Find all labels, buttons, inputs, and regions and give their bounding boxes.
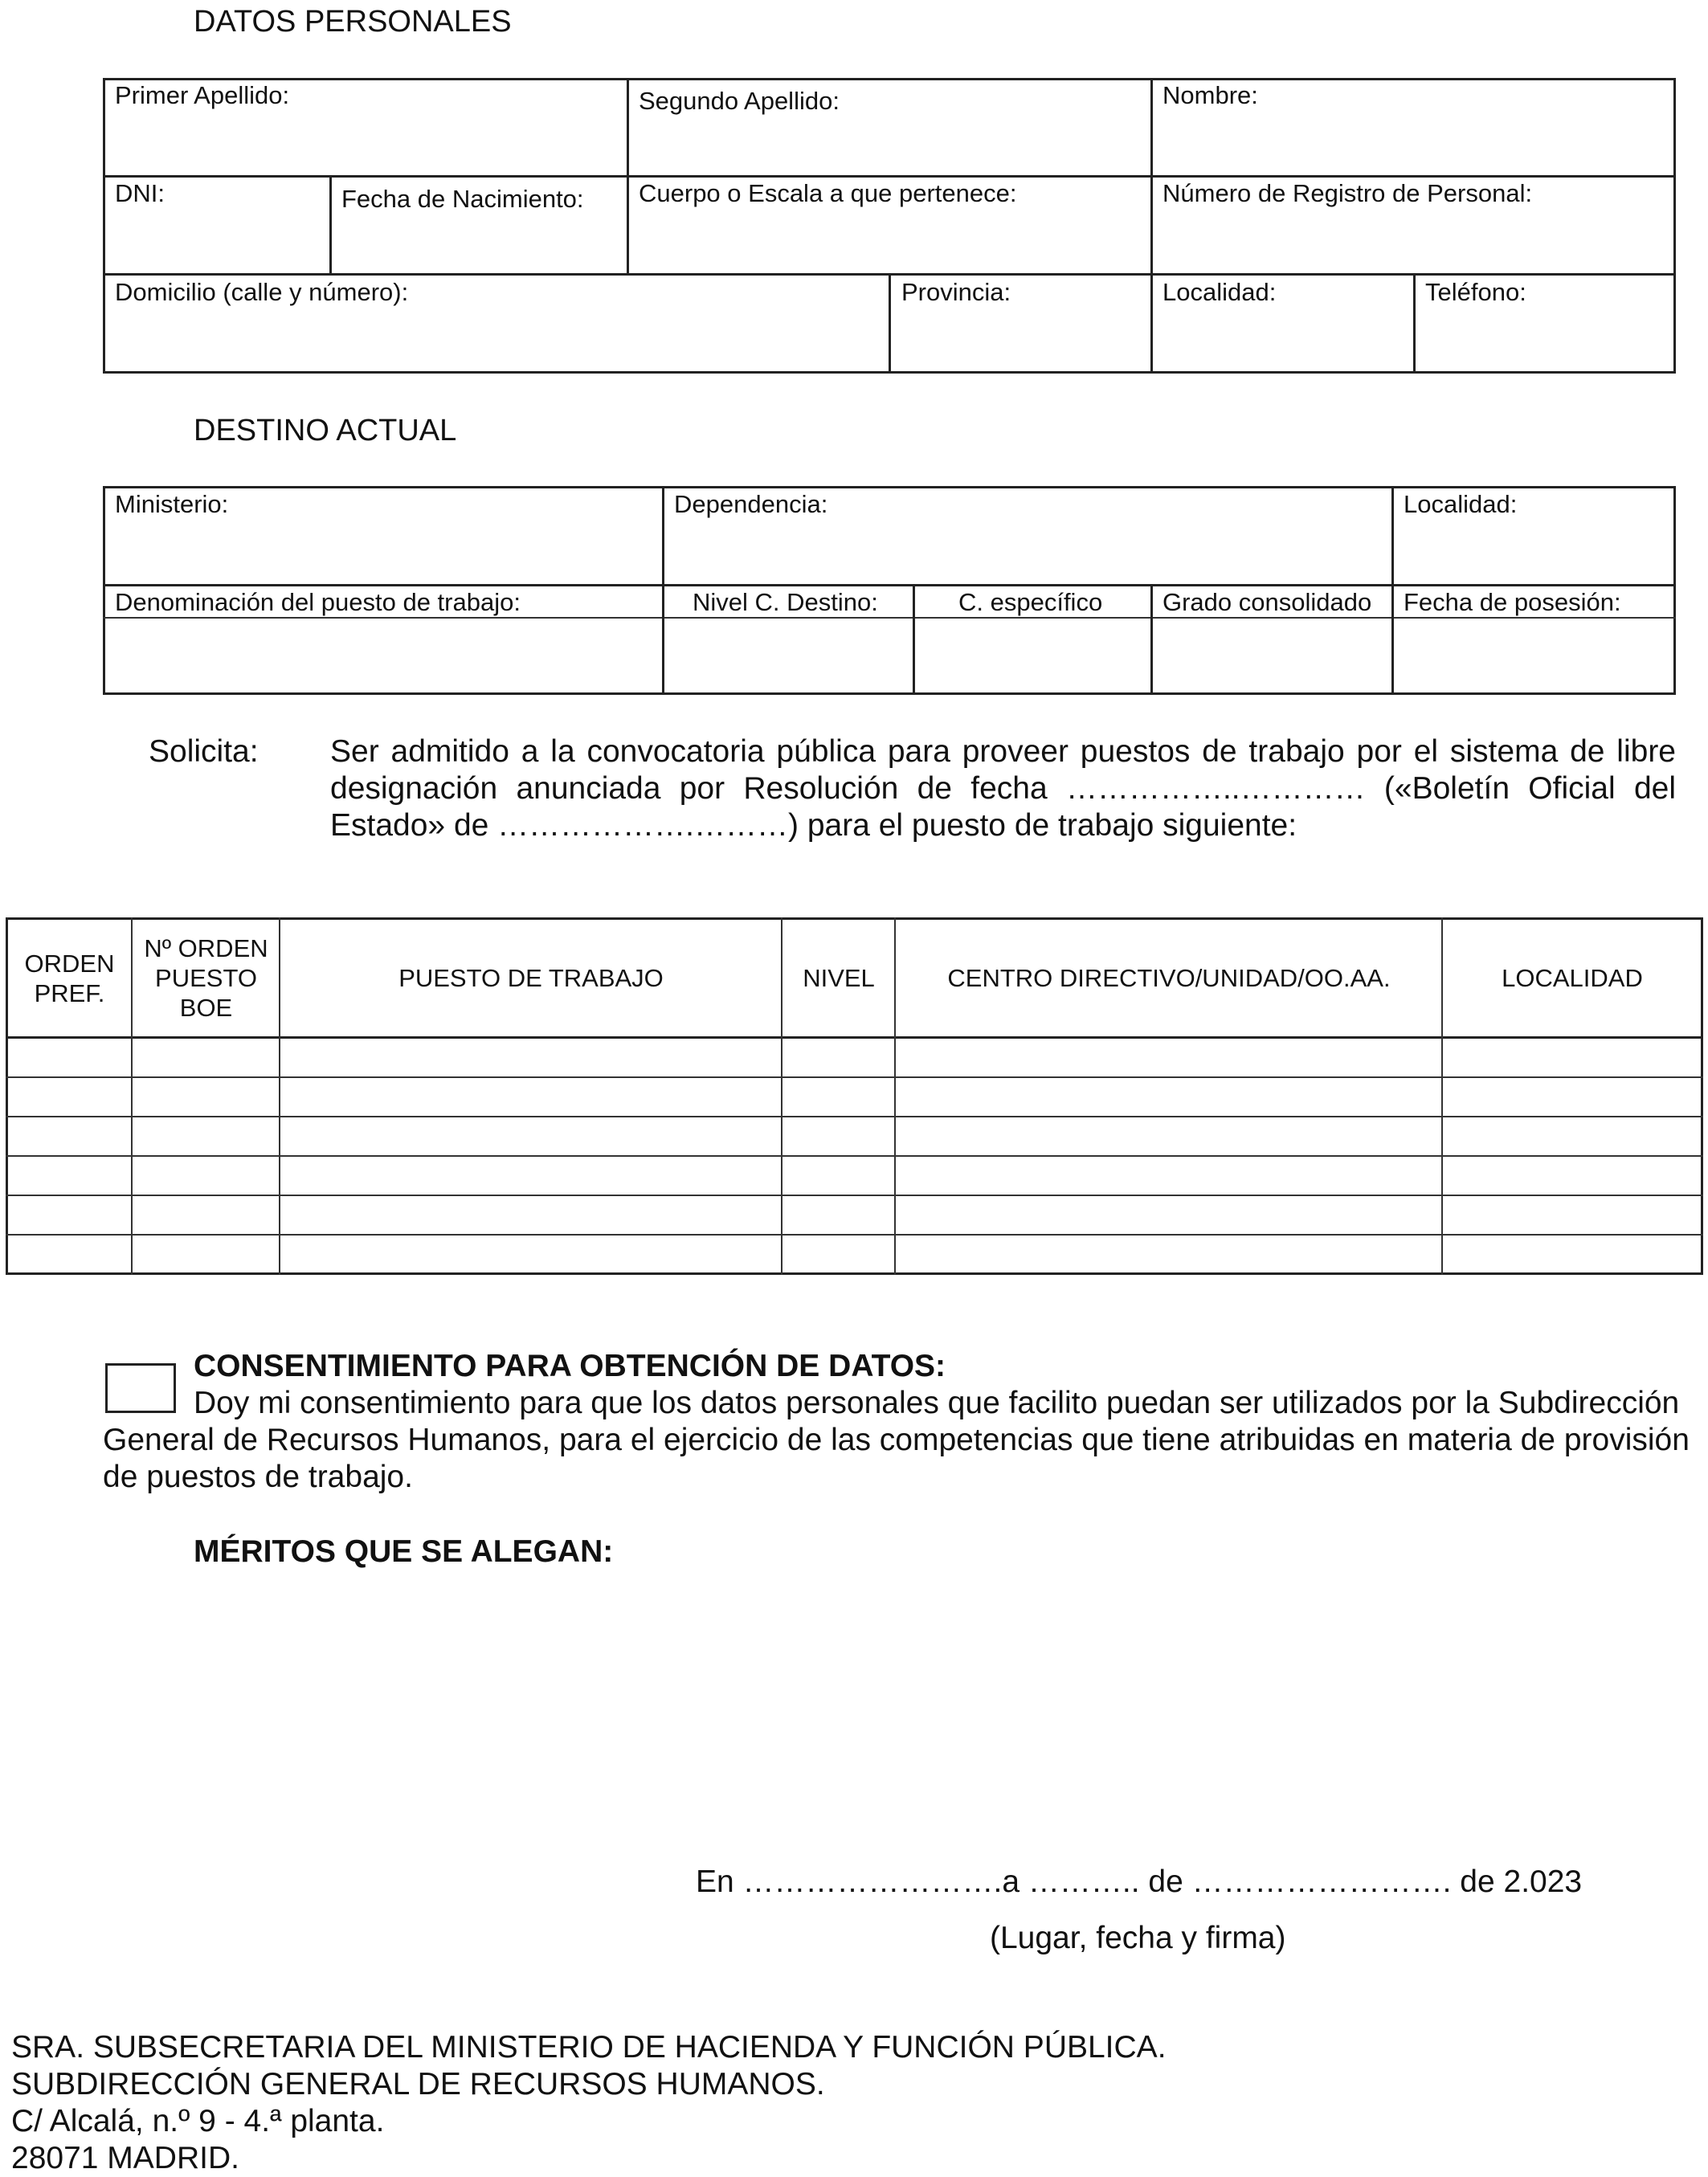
destinatario-line3: C/ Alcalá, n.º 9 - 4.ª planta.: [11, 2104, 385, 2138]
localidad-personal-field[interactable]: Localidad:: [1163, 278, 1277, 306]
localidad-destino-field[interactable]: Localidad:: [1404, 490, 1518, 518]
solicita-label: Solicita:: [149, 734, 259, 769]
telefono-field[interactable]: Teléfono:: [1425, 278, 1526, 306]
header-orden-pref: ORDEN PREF.: [24, 949, 115, 1007]
destinatario-line2: SUBDIRECCIÓN GENERAL DE RECURSOS HUMANOS.: [11, 2067, 825, 2101]
dependencia-field[interactable]: Dependencia:: [674, 490, 828, 518]
table-row[interactable]: [6, 1076, 1703, 1078]
consentimiento-line2: General de Recursos Humanos, para el ejercicio de las competencias que tiene atribuidas en materia de provisión: [103, 1423, 1690, 1457]
nivel-destino-label: Nivel C. Destino:: [693, 588, 878, 616]
c-especifico-label: C. específico: [958, 588, 1103, 616]
destino-actual-title: DESTINO ACTUAL: [194, 414, 457, 447]
numero-registro-field[interactable]: Número de Registro de Personal:: [1163, 179, 1533, 207]
fecha-posesion-label: Fecha de posesión:: [1404, 588, 1621, 616]
solicita-text: Ser admitido a la convocatoria pública para proveer puestos de trabajo por el sistema de libre designación anunciada por Resolución de fecha ……………..………… («Boletín Oficial del Estado» de ……………….………) para el puesto de trabajo siguiente:: [330, 734, 1676, 843]
fecha-nacimiento-field[interactable]: Fecha de Nacimiento:: [341, 185, 584, 213]
header-no-orden-puesto: Nº ORDEN PUESTO BOE: [144, 934, 268, 1022]
consentimiento-line3: de puestos de trabajo.: [103, 1460, 413, 1494]
domicilio-field[interactable]: Domicilio (calle y número):: [115, 278, 409, 306]
cuerpo-escala-field[interactable]: Cuerpo o Escala a que pertenece:: [639, 179, 1017, 207]
table-row[interactable]: [6, 1234, 1703, 1236]
header-puesto-trabajo: PUESTO DE TRABAJO: [398, 964, 664, 992]
header-nivel: NIVEL: [803, 964, 875, 992]
lugar-fecha-firma-caption: (Lugar, fecha y firma): [990, 1921, 1286, 1955]
nombre-field[interactable]: Nombre:: [1163, 81, 1258, 109]
fecha-firma-line[interactable]: En …………………….a ……….. de ……………………. de 2.023: [696, 1865, 1583, 1899]
provincia-field[interactable]: Provincia:: [901, 278, 1011, 306]
consentimiento-title: CONSENTIMIENTO PARA OBTENCIÓN DE DATOS:: [194, 1349, 946, 1383]
header-localidad: LOCALIDAD: [1502, 964, 1643, 992]
segundo-apellido-field[interactable]: Segundo Apellido:: [639, 87, 840, 115]
consentimiento-checkbox[interactable]: [105, 1363, 176, 1413]
grado-consolidado-label: Grado consolidado: [1163, 588, 1372, 616]
dni-field[interactable]: DNI:: [115, 179, 165, 207]
ministerio-field[interactable]: Ministerio:: [115, 490, 229, 518]
datos-personales-title: DATOS PERSONALES: [194, 5, 512, 39]
table-row[interactable]: [6, 1155, 1703, 1157]
destinatario-line1: SRA. SUBSECRETARIA DEL MINISTERIO DE HACIENDA Y FUNCIÓN PÚBLICA.: [11, 2030, 1167, 2065]
meritos-area[interactable]: [103, 1583, 1676, 1824]
denominacion-puesto-label: Denominación del puesto de trabajo:: [115, 588, 521, 616]
table-row[interactable]: [6, 1195, 1703, 1196]
table-row[interactable]: [6, 1116, 1703, 1117]
primer-apellido-field[interactable]: Primer Apellido:: [115, 81, 290, 109]
header-centro-directivo: CENTRO DIRECTIVO/UNIDAD/OO.AA.: [947, 964, 1391, 992]
meritos-title: MÉRITOS QUE SE ALEGAN:: [194, 1534, 614, 1569]
consentimiento-line1: Doy mi consentimiento para que los datos personales que facilito puedan ser utilizados por la Subdirección: [194, 1386, 1680, 1420]
destinatario-line4: 28071 MADRID.: [11, 2141, 239, 2175]
